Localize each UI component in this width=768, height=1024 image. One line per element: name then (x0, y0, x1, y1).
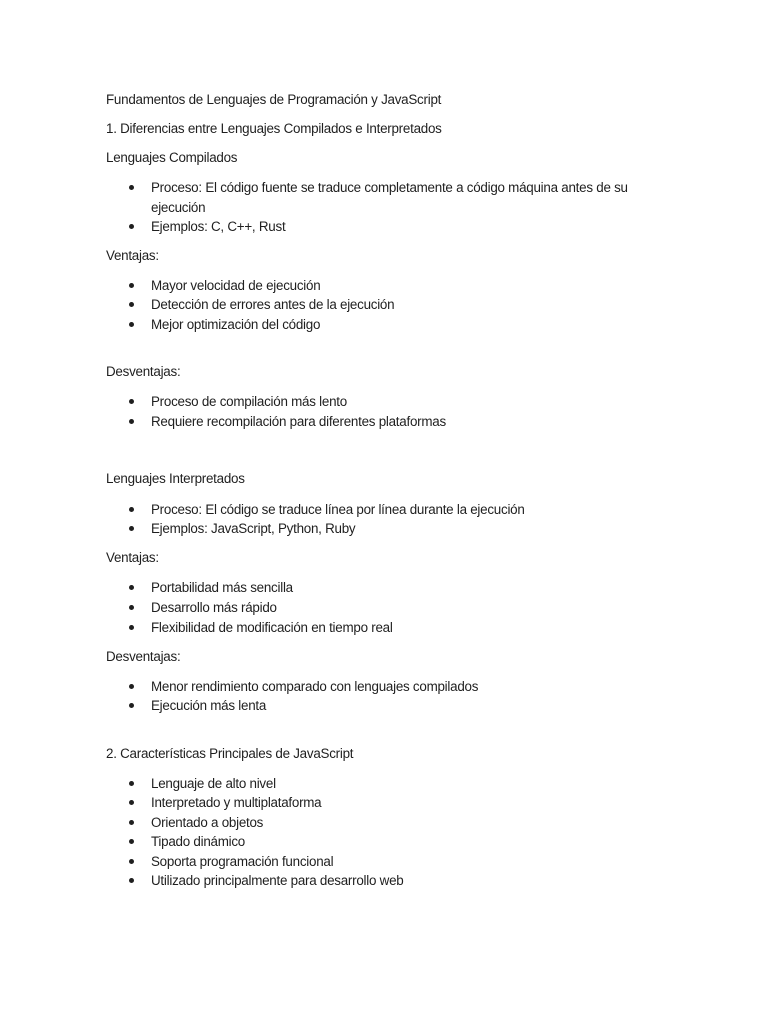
javascript-feature: Utilizado principalmente para desarrollo web (151, 873, 404, 888)
interpreted-advantage: Portabilidad más sencilla (151, 580, 293, 595)
bullet-icon (129, 526, 134, 531)
bullet-icon (129, 283, 134, 288)
javascript-feature: Tipado dinámico (151, 834, 246, 849)
bullet-icon (129, 302, 134, 307)
bullet-icon (129, 419, 134, 424)
bullet-icon (129, 399, 134, 404)
interpreted-disadvantages-label: Desventajas: (106, 649, 181, 664)
bullet-icon (129, 781, 134, 786)
bullet-icon (129, 703, 134, 708)
interpreted-disadvantage: Menor rendimiento comparado con lenguajes compilados (151, 679, 479, 694)
section2-heading: 2. Características Principales de JavaScript (106, 746, 354, 761)
javascript-feature: Lenguaje de alto nivel (151, 776, 276, 791)
interpreted-item: Ejemplos: JavaScript, Python, Ruby (151, 521, 356, 536)
compiled-advantage: Mayor velocidad de ejecución (151, 278, 321, 293)
interpreted-disadvantage: Ejecución más lenta (151, 698, 267, 713)
compiled-advantages-label: Ventajas: (106, 248, 159, 263)
interpreted-advantages-label: Ventajas: (106, 550, 159, 565)
javascript-feature: Soporta programación funcional (151, 854, 334, 869)
bullet-icon (129, 605, 134, 610)
bullet-icon (129, 322, 134, 327)
interpreted-advantage: Desarrollo más rápido (151, 600, 277, 615)
section1-heading: 1. Diferencias entre Lenguajes Compilados e Interpretados (106, 121, 442, 136)
bullet-icon (129, 585, 134, 590)
bullet-icon (129, 878, 134, 883)
document-title: Fundamentos de Lenguajes de Programación y JavaScript (106, 92, 442, 107)
compiled-heading: Lenguajes Compilados (106, 150, 238, 165)
bullet-icon (129, 859, 134, 864)
compiled-disadvantages-label: Desventajas: (106, 364, 181, 379)
bullet-icon (129, 185, 134, 190)
interpreted-heading: Lenguajes Interpretados (106, 471, 245, 486)
compiled-advantage: Detección de errores antes de la ejecución (151, 297, 395, 312)
bullet-icon (129, 800, 134, 805)
javascript-feature: Orientado a objetos (151, 815, 264, 830)
compiled-item: Ejemplos: C, C++, Rust (151, 219, 286, 234)
bullet-icon (129, 684, 134, 689)
bullet-icon (129, 224, 134, 229)
bullet-icon (129, 839, 134, 844)
compiled-item: Proceso: El código fuente se traduce completamente a código máquina antes de su ejecución (151, 180, 628, 215)
compiled-disadvantage: Proceso de compilación más lento (151, 394, 347, 409)
bullet-icon (129, 507, 134, 512)
bullet-icon (129, 820, 134, 825)
javascript-feature: Interpretado y multiplataforma (151, 795, 322, 810)
interpreted-advantage: Flexibilidad de modificación en tiempo real (151, 620, 393, 635)
compiled-disadvantage: Requiere recompilación para diferentes plataformas (151, 414, 446, 429)
compiled-advantage: Mejor optimización del código (151, 317, 321, 332)
bullet-icon (129, 625, 134, 630)
interpreted-item: Proceso: El código se traduce línea por línea durante la ejecución (151, 502, 525, 517)
